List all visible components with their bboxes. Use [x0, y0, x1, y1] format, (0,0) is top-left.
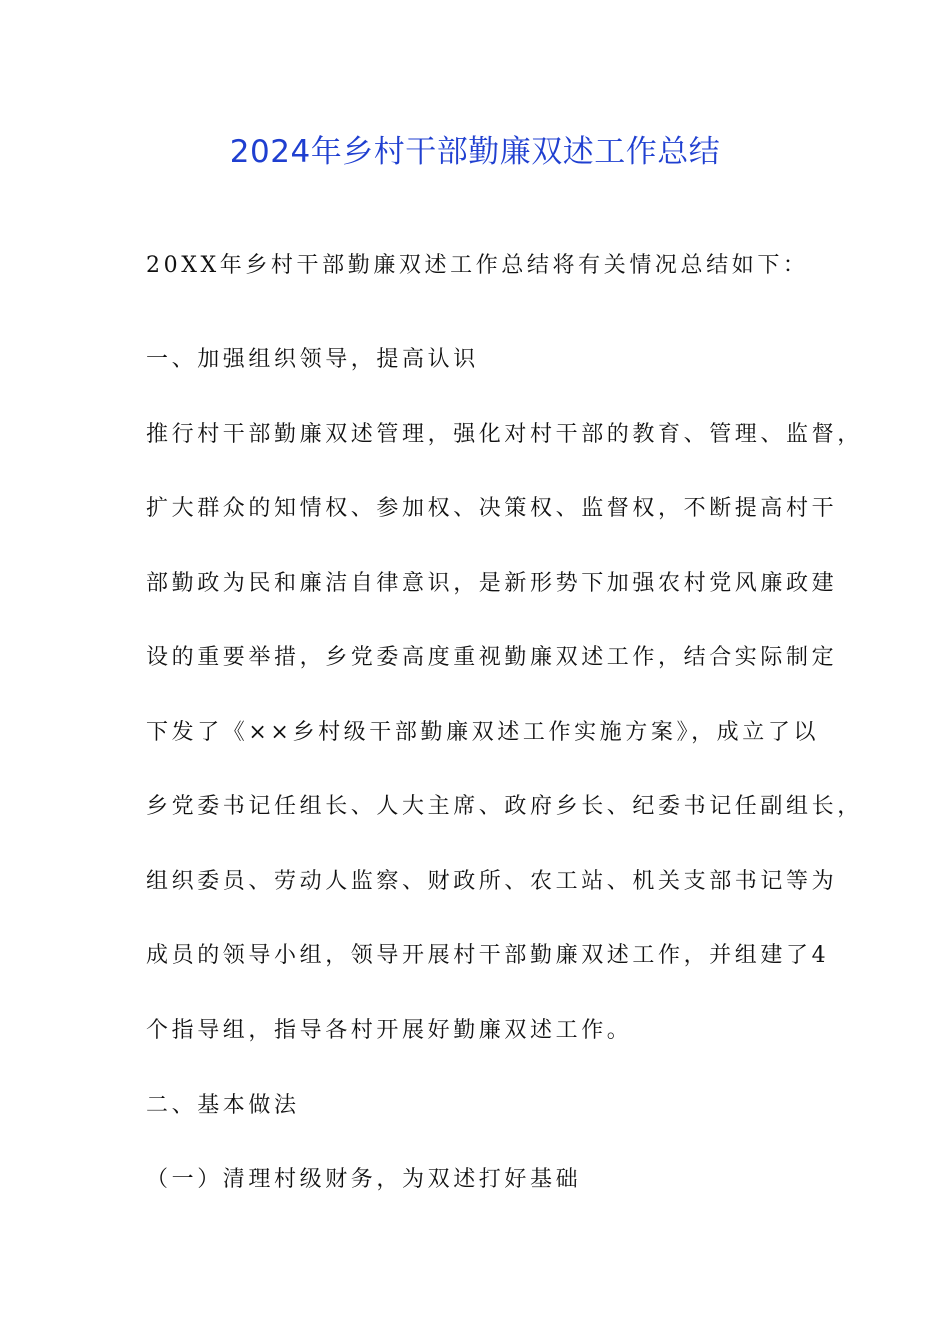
section-heading-1: 一、加强组织领导，提高认识: [146, 347, 479, 372]
paragraph-line: 乡党委书记任组长、人大主席、政府乡长、纪委书记任副组长，: [146, 794, 863, 819]
paragraph-line: 扩大群众的知情权、参加权、决策权、监督权，不断提高村干: [146, 496, 838, 521]
paragraph-line: 部勤政为民和廉洁自律意识，是新形势下加强农村党风廉政建: [146, 571, 838, 596]
document-title: 2024年乡村干部勤廉双述工作总结: [229, 134, 721, 170]
intro-paragraph: 20XX年乡村干部勤廉双述工作总结将有关情况总结如下：: [146, 253, 809, 278]
paragraph-line: 成员的领导小组，领导开展村干部勤廉双述工作，并组建了4: [146, 943, 830, 968]
section-heading-2: 二、基本做法: [146, 1093, 300, 1118]
paragraph-line: 下发了《××乡村级干部勤廉双述工作实施方案》，成立了以: [146, 720, 820, 745]
paragraph-line: 设的重要举措，乡党委高度重视勤廉双述工作，结合实际制定: [146, 645, 838, 670]
paragraph-line: 组织委员、劳动人监察、财政所、农工站、机关支部书记等为: [146, 869, 838, 894]
paragraph-line: 推行村干部勤廉双述管理，强化对村干部的教育、管理、监督，: [146, 422, 863, 447]
paragraph-line: 个指导组，指导各村开展好勤廉双述工作。: [146, 1018, 633, 1043]
subsection-heading: （一）清理村级财务，为双述打好基础: [146, 1167, 582, 1192]
